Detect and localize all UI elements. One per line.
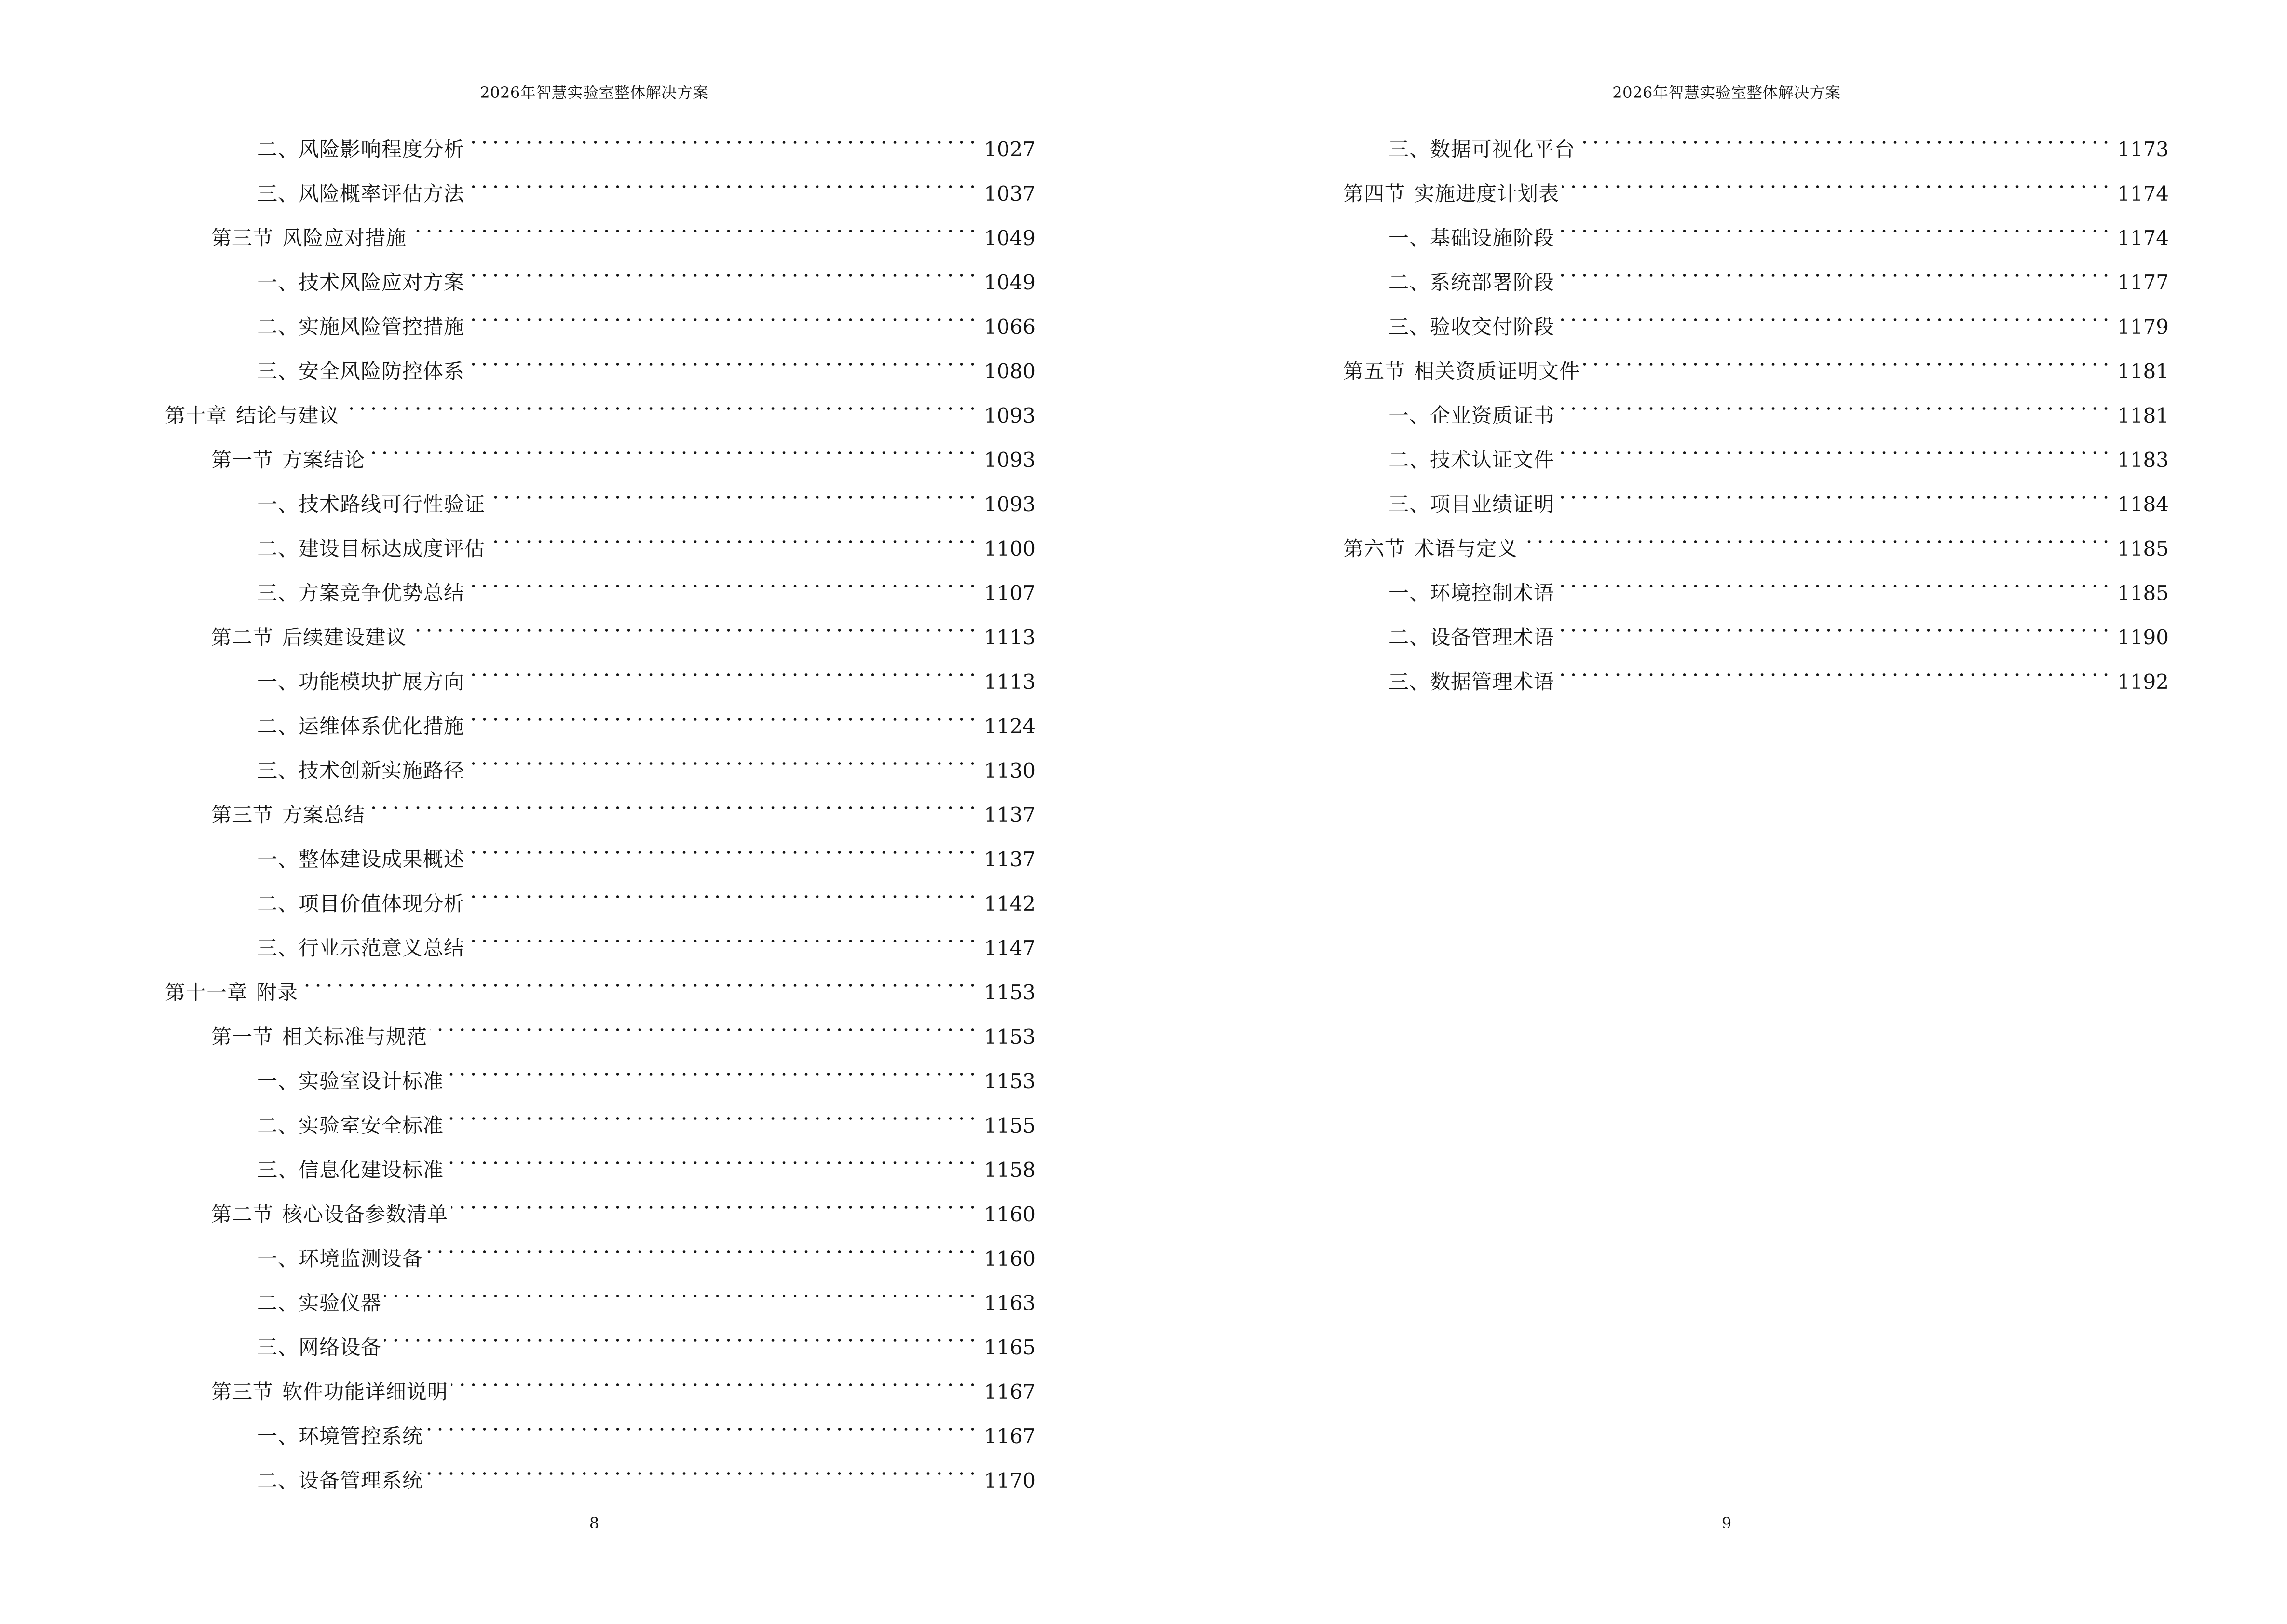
toc-entry-title: 行业示范意义总结 <box>299 936 465 960</box>
toc-entry-title: 附录 <box>257 981 299 1004</box>
toc-entry-title: 建设目标达成度评估 <box>299 537 486 560</box>
dot-leader <box>426 1443 978 1488</box>
toc-list <box>1343 112 2169 694</box>
toc-entry-number: 三、 <box>257 581 299 605</box>
toc-entry-label <box>165 394 340 438</box>
toc-entry-page-number: 1184 <box>2117 492 2169 516</box>
toc-entry-number: 第十一章 <box>165 981 248 1004</box>
toc-entry-page-number: 1049 <box>984 226 1035 250</box>
dot-leader <box>467 245 978 289</box>
dot-leader <box>467 112 978 156</box>
toc-entry-title: 设备管理系统 <box>299 1469 423 1492</box>
toc-entry-title: 环境管控系统 <box>299 1424 423 1448</box>
toc-entry-title: 数据管理术语 <box>1430 670 1555 694</box>
toc-entry-label <box>257 260 464 305</box>
toc-entry-number: 一、 <box>1389 404 1430 427</box>
toc-entry-number: 一、 <box>257 847 299 871</box>
toc-entry-page-number: 1093 <box>984 404 1035 427</box>
toc-entry-number: 二、 <box>257 1291 299 1315</box>
dot-leader <box>1583 334 2111 378</box>
dot-leader <box>1557 289 2111 334</box>
toc-entry-label <box>257 837 464 882</box>
toc-entry-label <box>211 793 365 837</box>
dot-leader <box>368 778 978 822</box>
toc-entry-title: 后续建设建议 <box>282 626 407 649</box>
toc-entry-page-number: 1142 <box>984 892 1035 915</box>
page-number: 8 <box>589 1514 599 1532</box>
toc-entry-title: 技术创新实施路径 <box>299 759 465 782</box>
dot-leader <box>467 689 978 733</box>
toc-entry-number: 第六节 <box>1343 537 1406 560</box>
toc-entry-title: 方案结论 <box>282 448 366 472</box>
toc-entry-title: 信息化建设标准 <box>299 1158 444 1182</box>
dot-leader <box>1562 156 2111 201</box>
toc-entry-title: 项目价值体现分析 <box>299 892 465 915</box>
toc-entry-label <box>257 1059 444 1104</box>
dot-leader <box>1557 556 2111 600</box>
toc-entry-label <box>211 615 407 660</box>
toc-entry-title: 软件功能详细说明 <box>282 1380 449 1404</box>
toc-entry-label <box>1389 660 1554 704</box>
dot-leader <box>467 911 978 955</box>
toc-entry-number: 第十章 <box>165 404 228 427</box>
toc-entry-number: 一、 <box>1389 581 1430 605</box>
toc-entry-title: 结论与建议 <box>236 404 340 427</box>
toc-entry-number: 第一节 <box>211 448 274 472</box>
toc-page-right <box>1144 0 2287 1624</box>
toc-entry-title: 实施进度计划表 <box>1414 182 1560 205</box>
toc-entry-page-number: 1100 <box>984 537 1035 560</box>
toc-entry-label <box>1389 216 1554 260</box>
dot-leader <box>384 1266 978 1310</box>
dot-leader <box>1578 112 2111 156</box>
toc-entry-label <box>211 1192 448 1237</box>
toc-entry-label <box>1389 571 1554 615</box>
toc-entry-label <box>211 1370 448 1414</box>
toc-entry-label <box>1389 305 1554 349</box>
toc-entry-title: 基础设施阶段 <box>1430 226 1555 250</box>
dot-leader <box>451 1177 978 1221</box>
toc-entry-page-number: 1167 <box>984 1424 1035 1448</box>
toc-entry-number: 第三节 <box>211 226 274 250</box>
dot-leader <box>488 467 978 511</box>
dot-leader <box>1557 245 2111 289</box>
running-header: 2026年智慧实验室整体解决方案 <box>1612 83 1841 102</box>
toc-entry-page-number: 1185 <box>2117 581 2169 605</box>
dot-leader <box>467 556 978 600</box>
toc-entry-title: 数据可视化平台 <box>1430 137 1576 161</box>
dot-leader <box>1557 201 2111 245</box>
toc-entry-title: 技术认证文件 <box>1430 448 1555 472</box>
toc-entry-page-number: 1093 <box>984 492 1035 516</box>
toc-entry-label <box>257 882 464 926</box>
toc-entry-label <box>257 704 464 749</box>
dot-leader <box>447 1088 978 1133</box>
toc-entry-number: 三、 <box>257 936 299 960</box>
toc-entry-label <box>1389 127 1575 172</box>
toc-entry-title: 实施风险管控措施 <box>299 315 465 339</box>
dot-leader <box>384 1310 978 1354</box>
toc-entry-title: 环境控制术语 <box>1430 581 1555 605</box>
toc-entry-label <box>257 527 485 571</box>
dot-leader <box>1557 378 2111 423</box>
toc-entry-title: 实验室安全标准 <box>299 1114 444 1137</box>
toc-entry-title: 风险影响程度分析 <box>299 137 465 161</box>
toc-entry-title: 风险应对措施 <box>282 226 407 250</box>
toc-entry-page-number: 1170 <box>984 1469 1035 1492</box>
dot-leader <box>342 378 978 423</box>
toc-entry-number: 二、 <box>1389 626 1430 649</box>
dot-leader <box>467 822 978 866</box>
toc-entry-title: 环境监测设备 <box>299 1247 423 1270</box>
toc-entry-title: 方案竞争优势总结 <box>299 581 465 605</box>
dot-leader <box>368 423 978 467</box>
dot-leader <box>426 1399 978 1443</box>
dot-leader <box>1557 644 2111 689</box>
toc-entry-page-number: 1183 <box>2117 448 2169 472</box>
toc-entry-number: 二、 <box>257 892 299 915</box>
toc-entry-title: 核心设备参数清单 <box>282 1202 449 1226</box>
toc-entry-title: 相关资质证明文件 <box>1414 359 1580 383</box>
toc-entry-title: 设备管理术语 <box>1430 626 1555 649</box>
toc-entry-number: 二、 <box>257 714 299 738</box>
toc-entry-title: 运维体系优化措施 <box>299 714 465 738</box>
dot-leader <box>430 999 978 1044</box>
toc-entry-label <box>1389 394 1554 438</box>
toc-entry-number: 一、 <box>257 492 299 516</box>
toc-entry-number: 一、 <box>257 1069 299 1093</box>
toc-entry-page-number: 1155 <box>984 1114 1035 1137</box>
toc-entry-number: 二、 <box>257 1114 299 1137</box>
toc-entry-label <box>257 1148 444 1192</box>
toc-entry-page-number: 1190 <box>2117 626 2169 649</box>
page-number: 9 <box>1721 1514 1732 1532</box>
toc-entry-page-number: 1158 <box>984 1158 1035 1182</box>
toc-entry-page-number: 1027 <box>984 137 1035 161</box>
toc-entry-label <box>211 1015 427 1059</box>
toc-entry-number: 二、 <box>257 315 299 339</box>
dot-leader <box>467 156 978 201</box>
toc-entry-page-number: 1179 <box>2117 315 2169 339</box>
toc-entry-label <box>257 1104 444 1148</box>
toc-entry-page-number: 1124 <box>984 714 1035 738</box>
toc-entry-page-number: 1113 <box>984 670 1035 694</box>
toc-entry-number: 第二节 <box>211 626 274 649</box>
toc-entry-page-number: 1185 <box>2117 537 2169 560</box>
toc-entry-title: 网络设备 <box>299 1336 382 1359</box>
dot-leader <box>467 733 978 778</box>
toc-entry-number: 第二节 <box>211 1202 274 1226</box>
toc-entry-page-number: 1167 <box>984 1380 1035 1404</box>
toc-entry-title: 实验室设计标准 <box>299 1069 444 1093</box>
toc-entry-label <box>257 1325 381 1370</box>
toc-entry-page-number: 1165 <box>984 1336 1035 1359</box>
toc-entry-number: 第四节 <box>1343 182 1406 205</box>
toc-entry-subsection[interactable] <box>165 112 1035 161</box>
toc-entry-label <box>1389 260 1554 305</box>
toc-entry-label <box>257 660 464 704</box>
dot-leader <box>426 1221 978 1266</box>
toc-entry-label <box>257 482 485 527</box>
toc-entry-page-number: 1153 <box>984 1069 1035 1093</box>
toc-entry-title: 系统部署阶段 <box>1430 271 1555 294</box>
toc-entry-number: 三、 <box>257 1158 299 1182</box>
dot-leader <box>1557 600 2111 644</box>
toc-entry-page-number: 1130 <box>984 759 1035 782</box>
toc-entry-number: 三、 <box>1389 315 1430 339</box>
toc-entry-page-number: 1160 <box>984 1247 1035 1270</box>
dot-leader <box>488 511 978 556</box>
toc-entry-number: 三、 <box>1389 137 1430 161</box>
toc-entry-label <box>1343 172 1559 216</box>
toc-entry-title: 相关标准与规范 <box>282 1025 428 1049</box>
dot-leader <box>451 1354 978 1399</box>
toc-entry-number: 三、 <box>257 359 299 383</box>
toc-list <box>165 112 1035 1492</box>
toc-entry-number: 第三节 <box>211 803 274 827</box>
toc-entry-number: 二、 <box>1389 271 1430 294</box>
toc-entry-title: 风险概率评估方法 <box>299 182 465 205</box>
dot-leader <box>467 334 978 378</box>
toc-entry-page-number: 1160 <box>984 1202 1035 1226</box>
toc-entry-label <box>257 127 464 172</box>
toc-entry-number: 三、 <box>1389 492 1430 516</box>
toc-entry-page-number: 1137 <box>984 847 1035 871</box>
toc-entry-page-number: 1066 <box>984 315 1035 339</box>
dot-leader <box>409 201 978 245</box>
toc-entry-number: 一、 <box>257 271 299 294</box>
toc-entry-number: 第三节 <box>211 1380 274 1404</box>
toc-entry-number: 三、 <box>257 759 299 782</box>
toc-entry-title: 术语与定义 <box>1414 537 1518 560</box>
running-header: 2026年智慧实验室整体解决方案 <box>480 83 708 102</box>
toc-entry-page-number: 1163 <box>984 1291 1035 1315</box>
toc-entry-page-number: 1153 <box>984 1025 1035 1049</box>
toc-entry-page-number: 1181 <box>2117 404 2169 427</box>
toc-entry-page-number: 1113 <box>984 626 1035 649</box>
toc-entry-number: 二、 <box>257 137 299 161</box>
toc-entry-title: 技术风险应对方案 <box>299 271 465 294</box>
toc-entry-page-number: 1107 <box>984 581 1035 605</box>
toc-entry-number: 三、 <box>257 182 299 205</box>
toc-entry-label <box>1343 527 1518 571</box>
dot-leader <box>409 600 978 644</box>
toc-entry-number: 一、 <box>1389 226 1430 250</box>
toc-entry-label <box>1389 615 1554 660</box>
toc-entry-page-number: 1037 <box>984 182 1035 205</box>
dot-leader <box>447 1133 978 1177</box>
toc-entry-title: 整体建设成果概述 <box>299 847 465 871</box>
toc-entry-number: 一、 <box>257 1424 299 1448</box>
toc-entry-label <box>211 438 365 482</box>
toc-entry-page-number: 1137 <box>984 803 1035 827</box>
toc-entry-label <box>1389 438 1554 482</box>
toc-entry-label <box>165 970 298 1015</box>
toc-entry-number: 一、 <box>257 1247 299 1270</box>
toc-entry-subsection[interactable] <box>1343 112 2169 161</box>
dot-leader <box>467 289 978 334</box>
toc-entry-label <box>211 216 407 260</box>
toc-entry-page-number: 1093 <box>984 448 1035 472</box>
toc-entry-label <box>257 1459 423 1503</box>
toc-entry-title: 项目业绩证明 <box>1430 492 1555 516</box>
toc-entry-title: 实验仪器 <box>299 1291 382 1315</box>
toc-entry-label <box>257 1281 381 1325</box>
toc-entry-page-number: 1177 <box>2117 271 2169 294</box>
toc-entry-number: 三、 <box>1389 670 1430 694</box>
dot-leader <box>1557 423 2111 467</box>
toc-entry-title: 安全风险防控体系 <box>299 359 465 383</box>
toc-entry-number: 三、 <box>257 1336 299 1359</box>
toc-entry-number: 二、 <box>1389 448 1430 472</box>
toc-entry-number: 第一节 <box>211 1025 274 1049</box>
toc-entry-page-number: 1181 <box>2117 359 2169 383</box>
toc-entry-number: 二、 <box>257 537 299 560</box>
toc-entry-page-number: 1080 <box>984 359 1035 383</box>
toc-entry-title: 技术路线可行性验证 <box>299 492 486 516</box>
toc-entry-page-number: 1049 <box>984 271 1035 294</box>
toc-entry-title: 企业资质证书 <box>1430 404 1555 427</box>
toc-entry-page-number: 1147 <box>984 936 1035 960</box>
toc-entry-page-number: 1174 <box>2117 182 2169 205</box>
toc-entry-title: 方案总结 <box>282 803 366 827</box>
toc-entry-number: 一、 <box>257 670 299 694</box>
toc-entry-number: 二、 <box>257 1469 299 1492</box>
dot-leader <box>1521 511 2111 556</box>
toc-entry-number: 第五节 <box>1343 359 1406 383</box>
toc-entry-label <box>257 305 464 349</box>
toc-entry-page-number: 1153 <box>984 981 1035 1004</box>
toc-entry-title: 验收交付阶段 <box>1430 315 1555 339</box>
toc-entry-label <box>257 1414 423 1459</box>
dot-leader <box>1557 467 2111 511</box>
toc-entry-page-number: 1174 <box>2117 226 2169 250</box>
dot-leader <box>447 1044 978 1088</box>
toc-entry-label <box>1343 349 1580 394</box>
toc-entry-page-number: 1192 <box>2117 670 2169 694</box>
dot-leader <box>467 644 978 689</box>
dot-leader <box>467 866 978 911</box>
toc-entry-page-number: 1173 <box>2117 137 2169 161</box>
toc-entry-title: 功能模块扩展方向 <box>299 670 465 694</box>
dot-leader <box>301 955 978 999</box>
